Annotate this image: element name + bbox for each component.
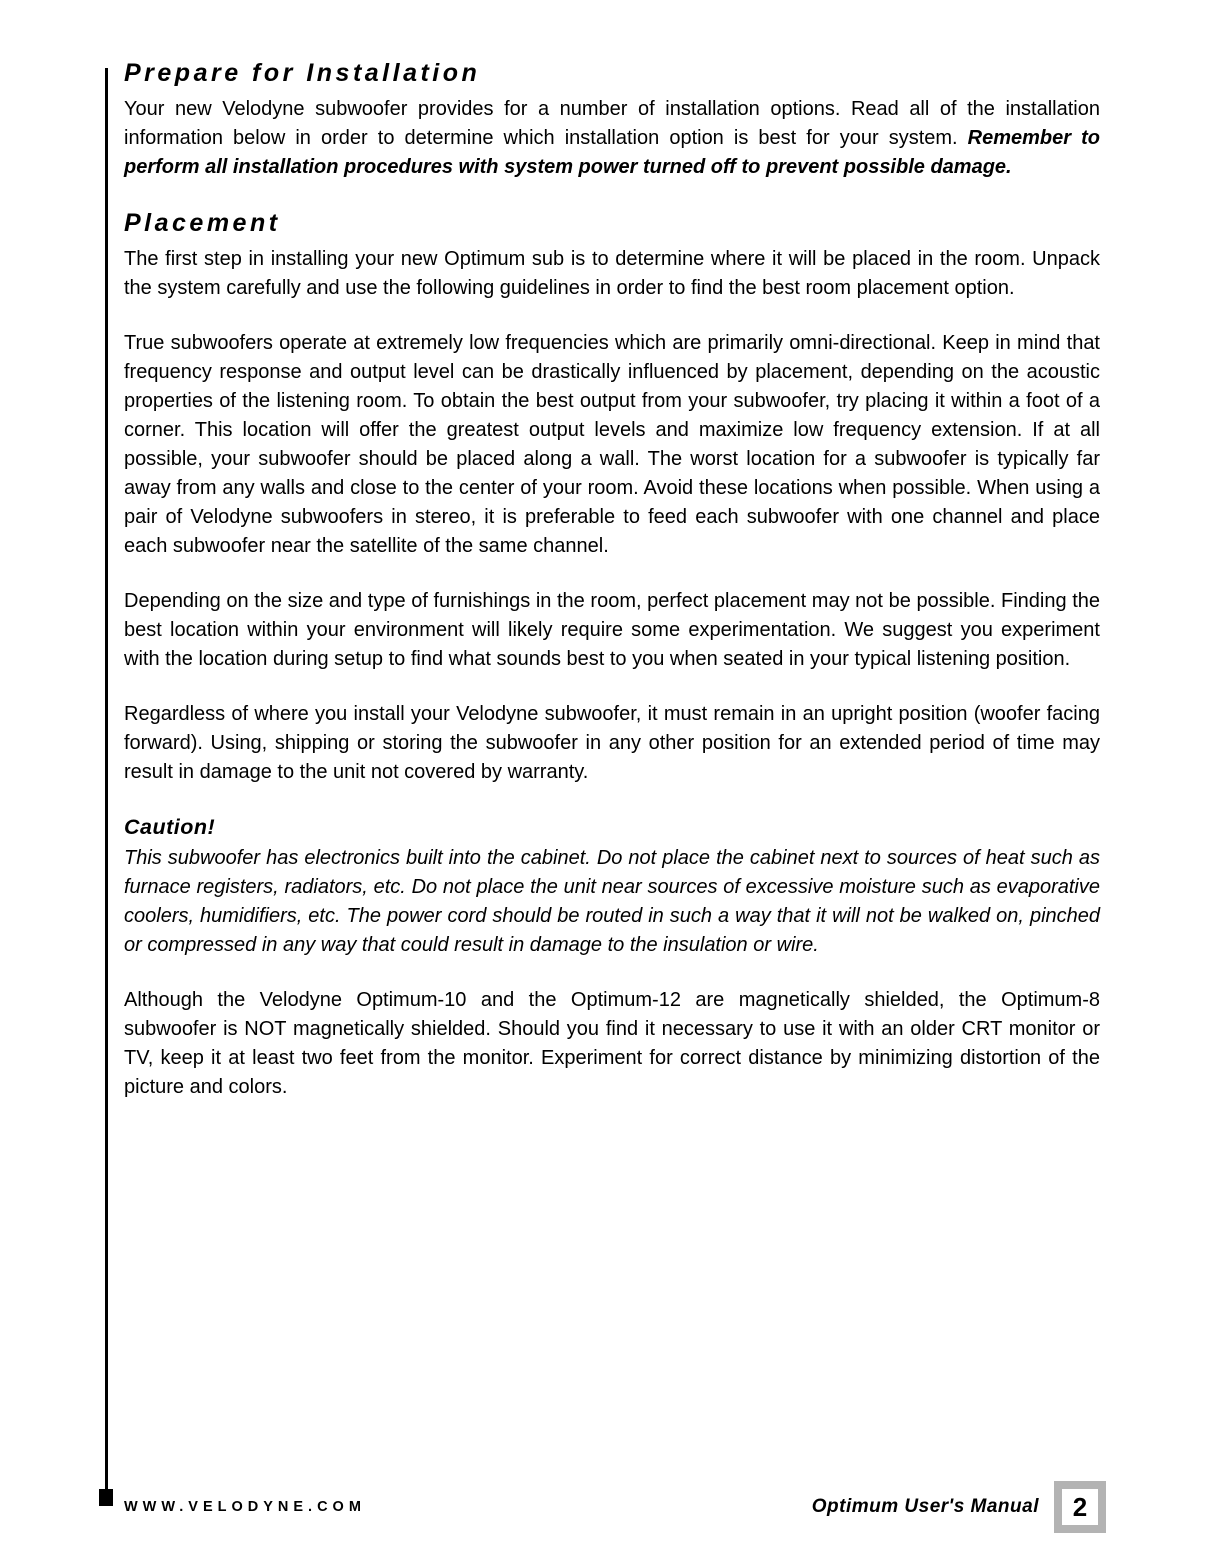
page-number-box [1054, 1481, 1106, 1533]
placement-paragraph-intro: The first step in installing your new Optimum sub is to determine where it will be placed in the room. Unpack the system carefully and use the following guidelines in order to find the best room placement option. [124, 248, 1100, 299]
shielding-paragraph: Although the Velodyne Optimum-10 and the Optimum-12 are magnetically shielded, the Optimum-8 subwoofer is NOT magnetically shielded. Should you find it necessary to use it with an older CRT monitor or TV, keep it at least two feet from the monitor. Experiment for correct distance by minimizing distortion of the picture and colors. [124, 989, 1100, 1098]
heading-prepare-for-installation: Prepare for Installation [124, 59, 481, 87]
caution-paragraph: This subwoofer has electronics built into the cabinet. Do not place the cabinet next to sources of heat such as furnace registers, radiators, etc. Do not place the unit near sources of excessive moisture such as evaporative coolers, humidifiers, etc. The power cord should be routed in such a way that it will not be walked on, pinched or compressed in any way that could result in damage to the insulation or wire. [124, 847, 1100, 956]
placement-paragraph-furnishings: Depending on the size and type of furnishings in the room, perfect placement may not be possible. Finding the best location within your environment will likely require some experimentation. We suggest you experiment with the location during setup to find what sounds best to you when seated in your typical listening position. [124, 590, 1100, 670]
prepare-warning-text: Remember to perform all installation procedures with system power turned off to prevent possible damage. [124, 127, 1101, 178]
footer-right-group [812, 1481, 1106, 1533]
footer-manual-title: Optimum User's Manual [811, 1496, 1039, 1517]
heading-placement: Placement [124, 209, 281, 237]
placement-paragraph-corner: True subwoofers operate at extremely low frequencies which are primarily omni-directional. Keep in mind that frequency response and output level can be drastically influenced by placement, depending on the acoustic properties of the listening room. To obtain the best output from your subwoofer, try placing it within a foot of a corner. This location will offer the greatest output levels and maximize low frequency extension. If at all possible, your subwoofer should be placed along a wall. The worst location for a subwoofer is typically far away from any walls and close to the center of your room. Avoid these locations when possible. When using a pair of Velodyne subwoofers in stereo, it is preferable to feed each subwoofer with one channel and place each subwoofer near the satellite of the same channel. [124, 332, 1100, 557]
heading-caution: Caution! [124, 815, 216, 839]
page-footer [124, 1481, 1106, 1533]
left-margin-rule [105, 68, 108, 1489]
footer-square-marker [99, 1489, 113, 1506]
prepare-paragraph [124, 95, 1100, 182]
page-content [124, 58, 1100, 1102]
page-number: 2 [1072, 1492, 1088, 1522]
prepare-body-text: Your new Velodyne subwoofer provides for a number of installation options. Read all of the installation information below in order to determine which installation option is best for your system. [124, 98, 1100, 149]
footer-website-text: WWW.VELODYNE.COM [124, 1499, 366, 1515]
placement-paragraph-upright: Regardless of where you install your Velodyne subwoofer, it must remain in an upright position (woofer facing forward). Using, shipping or storing the subwoofer in any other position for an extended period of time may result in damage to the unit not covered by warranty. [124, 703, 1100, 783]
